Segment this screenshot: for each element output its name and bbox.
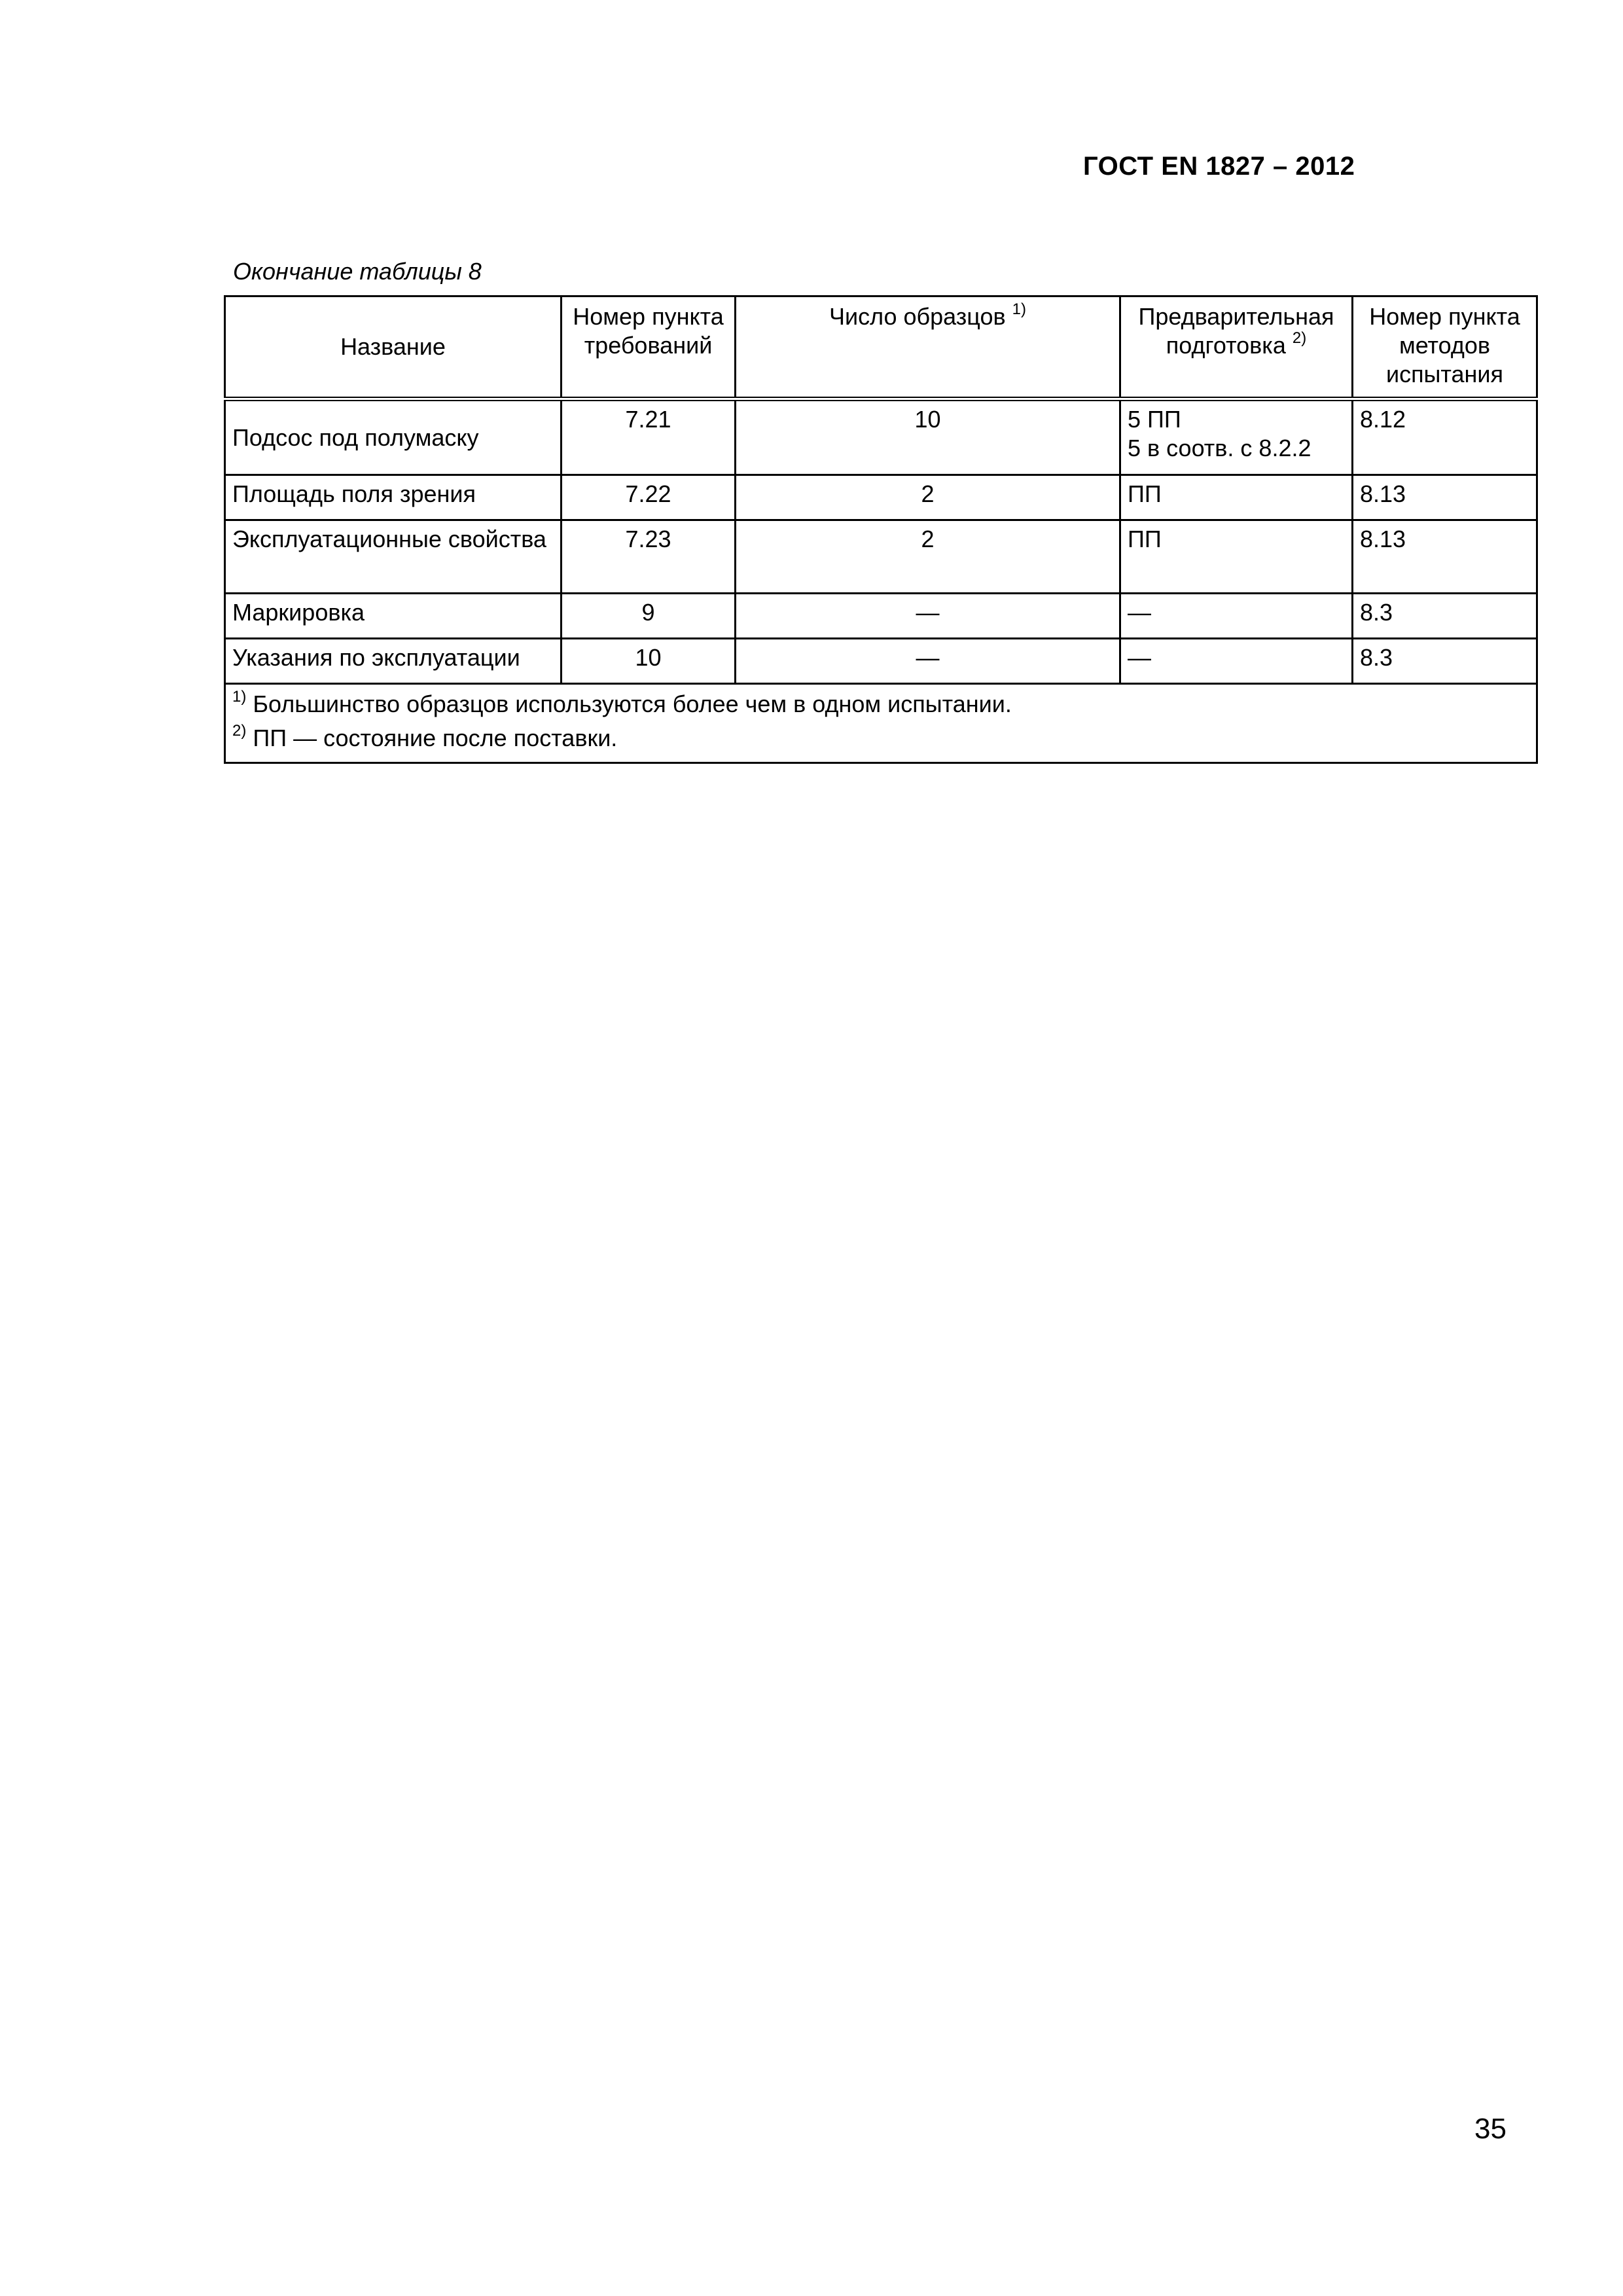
column-header-preconditioning <box>1120 296 1353 399</box>
footnote-1 <box>232 687 1529 721</box>
column-header-preconditioning-label: Предварительная подготовка <box>1138 303 1334 359</box>
table-row <box>225 520 1537 594</box>
column-header-requirement-clause: Номер пункта требований <box>562 296 736 399</box>
cell-samples: 2 <box>736 520 1120 594</box>
cell-requirement: 9 <box>562 594 736 639</box>
cell-name: Маркировка <box>225 594 562 639</box>
cell-preconditioning: — <box>1120 594 1353 639</box>
requirements-table <box>224 295 1538 764</box>
cell-method: 8.13 <box>1353 520 1537 594</box>
cell-requirement: 10 <box>562 639 736 684</box>
cell-name: Эксплуатационные свойства <box>225 520 562 594</box>
cell-requirement: 7.23 <box>562 520 736 594</box>
cell-method: 8.12 <box>1353 399 1537 475</box>
cell-requirement: 7.22 <box>562 475 736 520</box>
column-header-sample-count-label: Число образцов <box>829 303 1006 330</box>
cell-preconditioning: — <box>1120 639 1353 684</box>
cell-name: Указания по эксплуатации <box>225 639 562 684</box>
footnote-text-2: ПП — состояние после поставки. <box>253 725 618 751</box>
cell-requirement: 7.21 <box>562 399 736 475</box>
table-row <box>225 594 1537 639</box>
cell-preconditioning-line-1: 5 ПП <box>1128 406 1181 433</box>
footnote-ref-1: 1) <box>1012 300 1027 318</box>
cell-preconditioning: ПП <box>1120 475 1353 520</box>
column-header-test-method-clause: Номер пункта методов испытания <box>1353 296 1537 399</box>
footnote-2 <box>232 721 1529 755</box>
document-header: ГОСТ EN 1827 – 2012 <box>1083 152 1355 181</box>
cell-preconditioning <box>1120 399 1353 475</box>
page-number: 35 <box>1474 2113 1507 2145</box>
footnote-mark-1: 1) <box>232 688 247 706</box>
cell-name: Подсос под полумаску <box>225 399 562 475</box>
cell-method: 8.3 <box>1353 639 1537 684</box>
table-notes <box>225 684 1537 763</box>
table-header-row <box>225 296 1537 399</box>
table-notes-row <box>225 684 1537 763</box>
column-header-name: Название <box>225 296 562 399</box>
table-row <box>225 399 1537 475</box>
footnote-text-1: Большинство образцов используются более чем в одном испытании. <box>253 691 1012 717</box>
table-row <box>225 475 1537 520</box>
footnote-mark-2: 2) <box>232 722 247 740</box>
cell-preconditioning: ПП <box>1120 520 1353 594</box>
table-caption: Окончание таблицы 8 <box>233 258 482 285</box>
cell-preconditioning-line-2: 5 в соотв. с 8.2.2 <box>1128 435 1311 461</box>
cell-samples: 10 <box>736 399 1120 475</box>
footnote-ref-2: 2) <box>1292 329 1307 347</box>
cell-method: 8.3 <box>1353 594 1537 639</box>
cell-samples: — <box>736 639 1120 684</box>
column-header-sample-count <box>736 296 1120 399</box>
cell-name: Площадь поля зрения <box>225 475 562 520</box>
table-row <box>225 639 1537 684</box>
cell-samples: — <box>736 594 1120 639</box>
cell-method: 8.13 <box>1353 475 1537 520</box>
cell-samples: 2 <box>736 475 1120 520</box>
